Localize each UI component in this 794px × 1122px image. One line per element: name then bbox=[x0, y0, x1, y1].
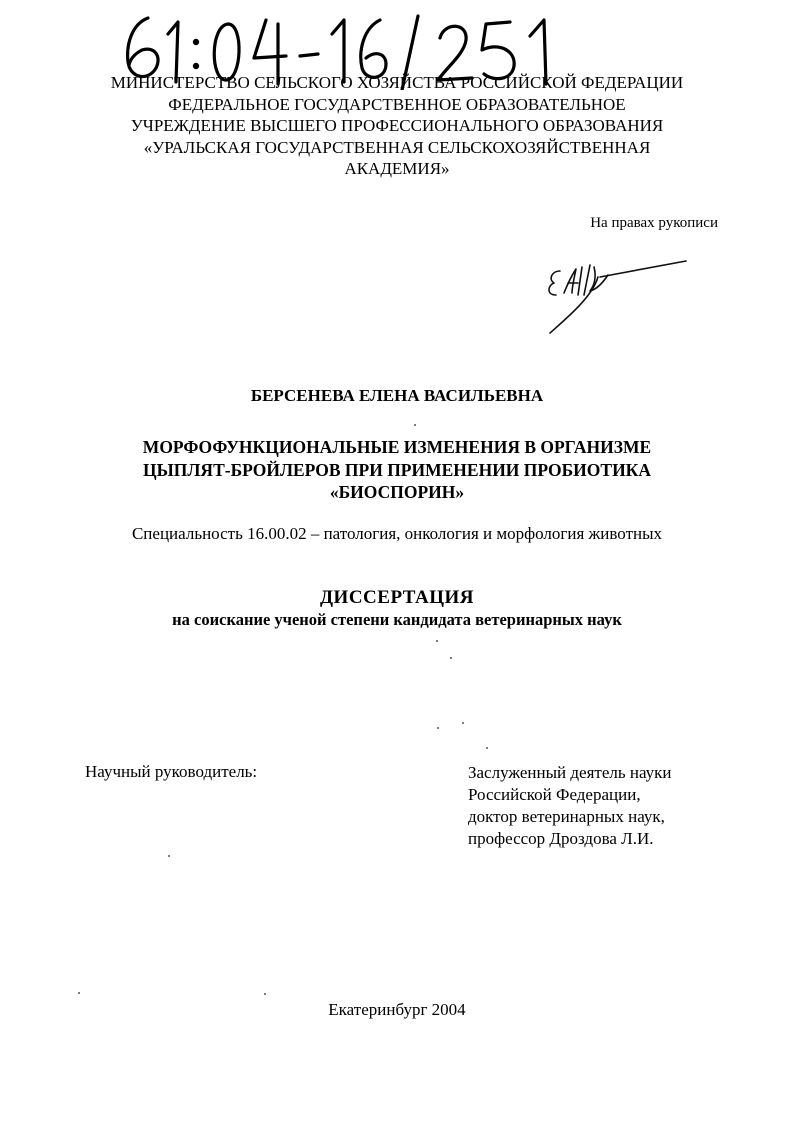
scan-speck bbox=[450, 657, 452, 659]
scan-speck bbox=[414, 424, 416, 426]
scan-speck bbox=[436, 640, 438, 642]
supervisor-line: Российской Федерации, bbox=[468, 785, 641, 804]
scan-speck bbox=[264, 993, 266, 995]
signature bbox=[538, 255, 698, 340]
scan-speck bbox=[437, 727, 439, 729]
dissertation-title bbox=[0, 436, 794, 504]
title-line: «БИОСПОРИН» bbox=[329, 482, 465, 502]
supervisor-line: доктор ветеринарных наук, bbox=[468, 807, 665, 826]
supervisor-details bbox=[468, 762, 672, 850]
institution-line: МИНИСТЕРСТВО СЕЛЬСКОГО ХОЗЯЙСТВА РОССИЙСКОЙ ФЕДЕРАЦИИ bbox=[110, 73, 684, 92]
institution-line: АКАДЕМИЯ» bbox=[344, 159, 450, 178]
document-type: ДИССЕРТАЦИЯ bbox=[319, 587, 475, 608]
title-line: ЦЫПЛЯТ-БРОЙЛЕРОВ ПРИ ПРИМЕНЕНИИ ПРОБИОТИКА bbox=[142, 459, 652, 480]
author-name: БЕРСЕНЕВА ЕЛЕНА ВАСИЛЬЕВНА bbox=[250, 386, 544, 405]
degree-statement: на соискание ученой степени кандидата ветеринарных наук bbox=[172, 610, 622, 629]
title-line: МОРФОФУНКЦИОНАЛЬНЫЕ ИЗМЕНЕНИЯ В ОРГАНИЗМЕ bbox=[142, 437, 652, 457]
institution-line: «УРАЛЬСКАЯ ГОСУДАРСТВЕННАЯ СЕЛЬСКОХОЗЯЙСТВЕННАЯ bbox=[143, 137, 651, 157]
city-year: Екатеринбург 2004 bbox=[328, 1000, 466, 1019]
scan-speck bbox=[486, 747, 488, 749]
specialty: Специальность 16.00.02 – патология, онкология и морфология животных bbox=[131, 524, 663, 543]
institution-header bbox=[0, 72, 794, 180]
manuscript-rights: На правах рукописи bbox=[590, 215, 718, 231]
supervisor-line: профессор Дроздова Л.И. bbox=[468, 829, 654, 848]
institution-line: УЧРЕЖДЕНИЕ ВЫСШЕГО ПРОФЕССИОНАЛЬНОГО ОБРАЗОВАНИЯ bbox=[130, 116, 664, 135]
supervisor-label: Научный руководитель: bbox=[85, 762, 258, 781]
scan-speck bbox=[168, 855, 170, 857]
scan-speck bbox=[462, 722, 464, 724]
scan-speck bbox=[78, 992, 80, 994]
supervisor-line: Заслуженный деятель науки bbox=[468, 763, 672, 782]
institution-line: ФЕДЕРАЛЬНОЕ ГОСУДАРСТВЕННОЕ ОБРАЗОВАТЕЛЬНОЕ bbox=[168, 94, 626, 114]
